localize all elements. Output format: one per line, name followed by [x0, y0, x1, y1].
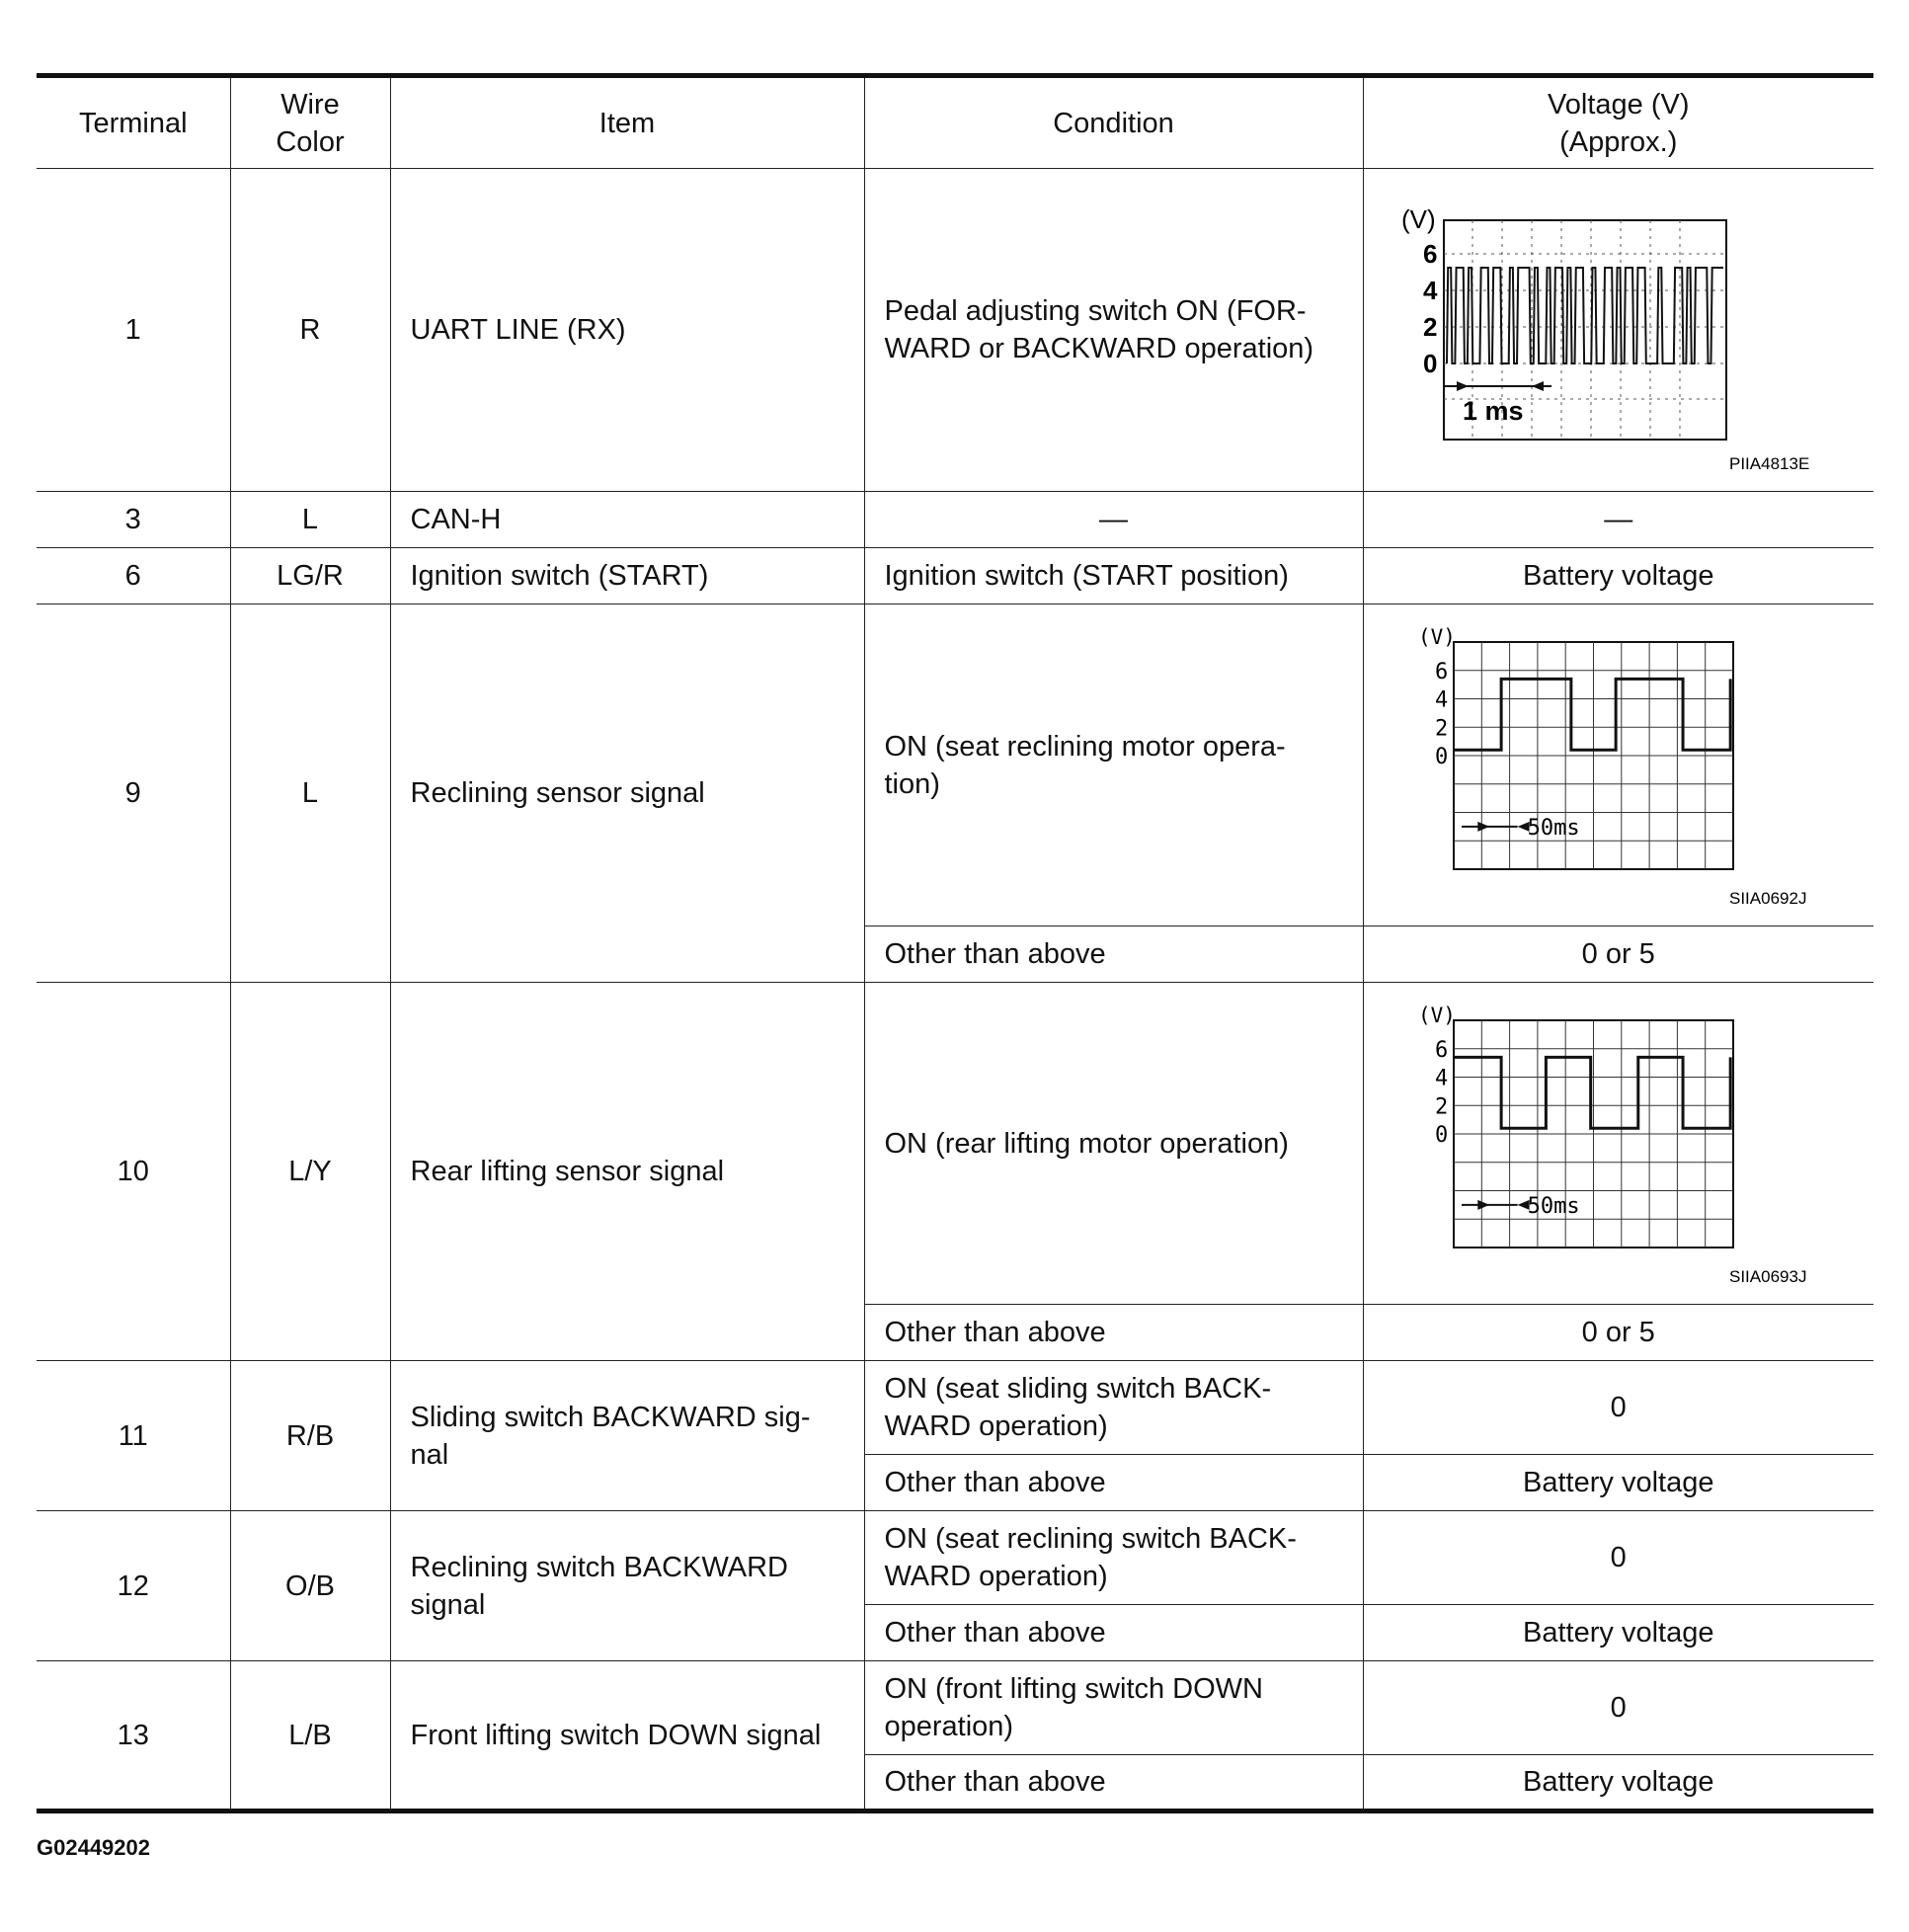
header-item: Item — [390, 76, 864, 169]
voltage-cell: Battery voltage — [1363, 1605, 1873, 1661]
y-tick: 4 — [1434, 687, 1448, 713]
table-row — [37, 492, 1873, 548]
y-tick: 6 — [1434, 659, 1448, 684]
terminal-cell: 6 — [37, 548, 230, 604]
figure-code: SIIA0693J — [1728, 1267, 1806, 1286]
terminal-cell: 12 — [37, 1511, 230, 1661]
condition-cell: Other than above — [864, 1755, 1363, 1811]
figure-code: PIIA4813E — [1728, 454, 1809, 473]
condition-cell: Other than above — [864, 1605, 1363, 1661]
y-tick: 2 — [1434, 716, 1448, 742]
item-cell: Front lifting switch DOWN signal — [390, 1661, 864, 1811]
y-tick: 0 — [1422, 349, 1437, 378]
uart-waveform — [1364, 169, 1874, 491]
wire-color-cell: R — [230, 169, 390, 492]
condition-cell: Other than above — [864, 1305, 1363, 1361]
table-row — [37, 604, 1873, 926]
voltage-cell: 0 or 5 — [1363, 926, 1873, 983]
condition-cell: ON (seat reclining switch BACK- WARD operation) — [864, 1511, 1363, 1605]
wire-color-cell: L/Y — [230, 983, 390, 1361]
reclining-sensor-waveform — [1364, 604, 1874, 926]
figure-footer-code: G02449202 — [37, 1835, 150, 1860]
condition-cell: Pedal adjusting switch ON (FOR- WARD or BACKWARD operation) — [864, 169, 1363, 492]
voltage-waveform-cell — [1363, 604, 1873, 926]
time-scale-label: 50ms — [1527, 815, 1580, 841]
item-cell: Sliding switch BACKWARD sig- nal — [390, 1361, 864, 1511]
table-row — [37, 1361, 1873, 1455]
item-cell: Reclining sensor signal — [390, 604, 864, 983]
condition-cell: Other than above — [864, 1455, 1363, 1511]
voltage-cell: 0 — [1363, 1511, 1873, 1605]
terminal-cell: 3 — [37, 492, 230, 548]
y-tick: 4 — [1434, 1066, 1448, 1091]
terminal-cell: 1 — [37, 169, 230, 492]
terminal-voltage-table — [37, 73, 1873, 1813]
wave-unit: (V) — [1417, 625, 1456, 649]
item-cell: Reclining switch BACKWARD signal — [390, 1511, 864, 1661]
header-terminal: Terminal — [37, 76, 230, 169]
condition-cell: Other than above — [864, 926, 1363, 983]
condition-cell: — — [864, 492, 1363, 548]
wire-color-cell: L — [230, 492, 390, 548]
terminal-cell: 10 — [37, 983, 230, 1361]
condition-cell: Ignition switch (START position) — [864, 548, 1363, 604]
condition-cell: ON (seat reclining motor opera- tion) — [864, 604, 1363, 926]
condition-cell: ON (seat sliding switch BACK- WARD operation) — [864, 1361, 1363, 1455]
voltage-waveform-cell — [1363, 169, 1873, 492]
item-cell: Ignition switch (START) — [390, 548, 864, 604]
table-row — [37, 1511, 1873, 1605]
voltage-waveform-cell — [1363, 983, 1873, 1305]
waveform-trace — [1454, 679, 1730, 750]
voltage-cell: Battery voltage — [1363, 1455, 1873, 1511]
wire-color-cell: L/B — [230, 1661, 390, 1811]
condition-cell: ON (front lifting switch DOWN operation) — [864, 1661, 1363, 1755]
voltage-cell: — — [1363, 492, 1873, 548]
header-condition: Condition — [864, 76, 1363, 169]
item-cell: CAN-H — [390, 492, 864, 548]
y-tick: 0 — [1434, 1123, 1448, 1148]
rear-lifting-sensor-waveform — [1364, 983, 1874, 1304]
table-row — [37, 548, 1873, 604]
condition-cell: ON (rear lifting motor operation) — [864, 983, 1363, 1305]
header-wire-color: Wire Color — [230, 76, 390, 169]
terminal-cell: 13 — [37, 1661, 230, 1811]
y-tick: 0 — [1434, 745, 1448, 769]
wire-color-cell: LG/R — [230, 548, 390, 604]
waveform-trace — [1454, 1057, 1730, 1128]
voltage-cell: 0 — [1363, 1361, 1873, 1455]
voltage-cell: 0 — [1363, 1661, 1873, 1755]
y-tick: 4 — [1422, 276, 1437, 305]
header-row — [37, 76, 1873, 169]
voltage-cell: Battery voltage — [1363, 1755, 1873, 1811]
voltage-cell: 0 or 5 — [1363, 1305, 1873, 1361]
terminal-table-container — [37, 73, 1873, 1813]
wave-unit: (V) — [1400, 204, 1436, 234]
y-tick: 6 — [1422, 239, 1437, 269]
y-tick: 6 — [1434, 1037, 1448, 1063]
time-scale-label: 1 ms — [1462, 396, 1524, 426]
wave-unit: (V) — [1417, 1004, 1456, 1027]
table-row — [37, 1661, 1873, 1755]
wire-color-cell: R/B — [230, 1361, 390, 1511]
wire-color-cell: L — [230, 604, 390, 983]
y-tick: 2 — [1422, 312, 1437, 342]
header-voltage: Voltage (V) (Approx.) — [1363, 76, 1873, 169]
figure-code: SIIA0692J — [1728, 889, 1806, 908]
terminal-cell: 11 — [37, 1361, 230, 1511]
voltage-cell: Battery voltage — [1363, 548, 1873, 604]
item-cell: Rear lifting sensor signal — [390, 983, 864, 1361]
item-cell: UART LINE (RX) — [390, 169, 864, 492]
table-row — [37, 169, 1873, 492]
terminal-cell: 9 — [37, 604, 230, 983]
table-row — [37, 983, 1873, 1305]
time-scale-label: 50ms — [1527, 1193, 1580, 1219]
y-tick: 2 — [1434, 1094, 1448, 1120]
wire-color-cell: O/B — [230, 1511, 390, 1661]
